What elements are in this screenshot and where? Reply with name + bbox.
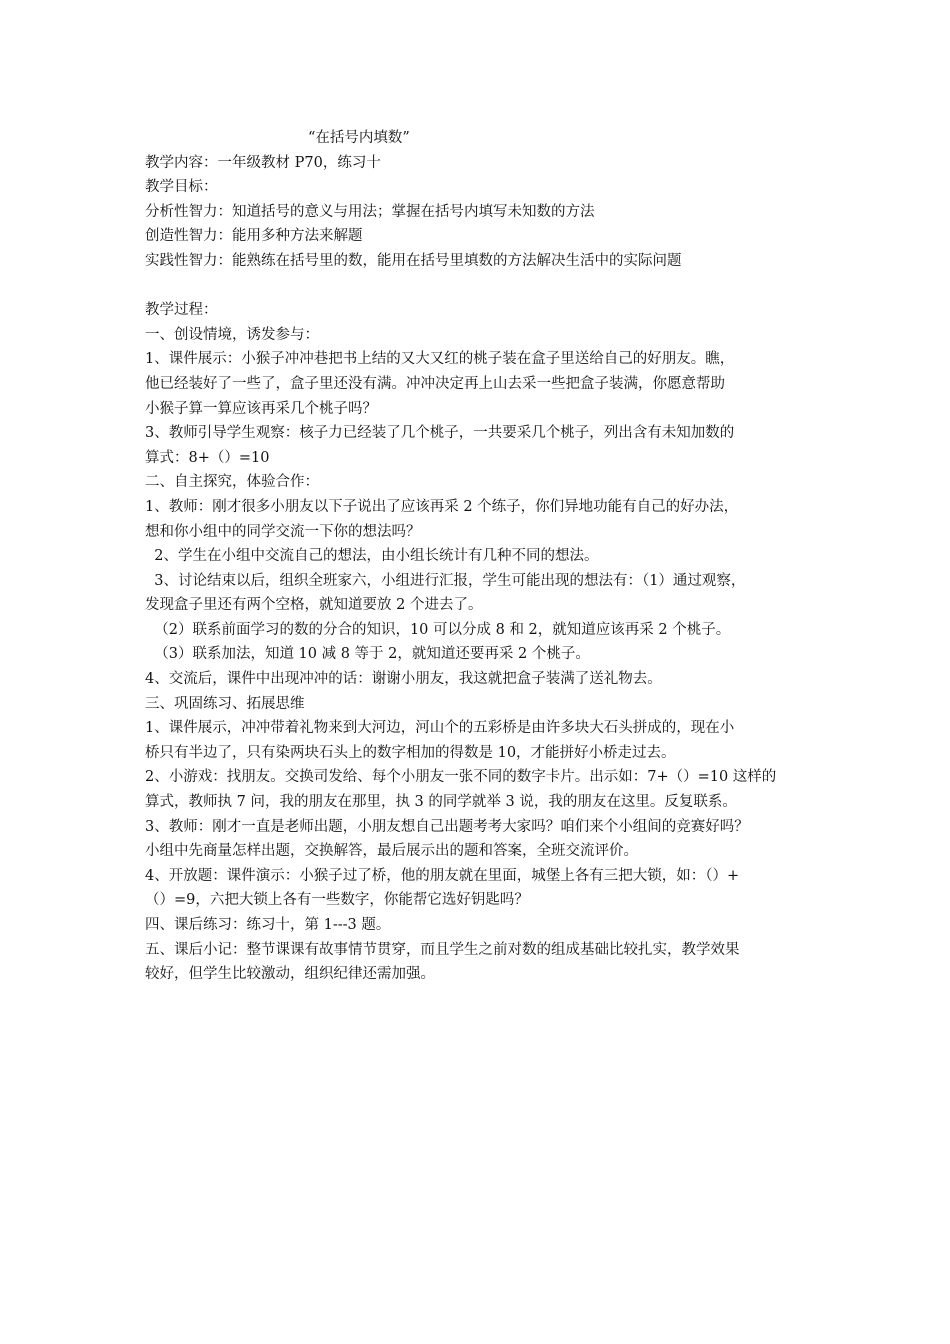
text-line: 桥只有半边了，只有染两块石头上的数字相加的得数是 10，才能拼好小桥走过去。 bbox=[145, 744, 676, 761]
text-line: （3）联系加法，知道 10 减 8 等于 2，就知道还要再采 2 个桃子。 bbox=[145, 646, 590, 663]
text-line: 教学目标： bbox=[145, 179, 218, 196]
text-line: 小猴子算一算应该再采几个桃子吗？ bbox=[145, 400, 377, 417]
text-line: 想和你小组中的同学交流一下你的想法吗？ bbox=[145, 523, 421, 540]
text-line: 3、讨论结束以后，组织全班家六，小组进行汇报，学生可能出现的想法有：（1）通过观察， bbox=[145, 572, 746, 589]
text-line: 算式：8+（）=10 bbox=[145, 449, 270, 466]
section-heading: 一、创设情境，诱发参与： bbox=[145, 326, 319, 343]
text-line: 发现盒子里还有两个空格，就知道要放 2 个进去了。 bbox=[145, 597, 483, 614]
text-line: 1、教师：刚才很多小朋友以下子说出了应该再采 2 个练子，你们异地功能有自己的好办法， bbox=[145, 498, 739, 515]
text-line: 1、课件展示：小猴子冲冲巷把书上结的又大又红的桃子装在盒子里送给自己的好朋友。瞧， bbox=[145, 351, 735, 368]
text-line: 3、教师：刚才一直是老师出题，小朋友想自己出题考考大家吗？咱们来个小组间的竞赛好吗？ bbox=[145, 818, 749, 835]
section-heading: 教学过程： bbox=[145, 302, 218, 319]
text-line: 创造性智力：能用多种方法来解题 bbox=[145, 228, 363, 245]
document-body bbox=[145, 126, 817, 987]
text-line: 分析性智力：知道括号的意义与用法；掌握在括号内填写未知数的方法 bbox=[145, 203, 595, 220]
text-line: （）=9，六把大锁上各有一些数字，你能帮它选好钥匙吗？ bbox=[145, 892, 529, 909]
text-line: 较好，但学生比较激动，组织纪律还需加强。 bbox=[145, 966, 435, 983]
text-line: 实践性智力：能熟练在括号里的数，能用在括号里填数的方法解决生活中的实际问题 bbox=[145, 252, 682, 269]
text-line: 小组中先商量怎样出题，交换解答，最后展示出的题和答案，全班交流评价。 bbox=[145, 843, 638, 860]
text-line: 2、小游戏：找朋友。交换司发给、每个小朋友一张不同的数字卡片。出示如：7+（）=10 这样的 bbox=[145, 769, 777, 786]
document-title: “在括号内填数” bbox=[308, 130, 410, 146]
section-heading: 四、课后练习：练习十，第 1---3 题。 bbox=[145, 917, 391, 933]
text-line: 教学内容：一年级教材 P70，练习十 bbox=[145, 154, 381, 171]
text-line: （2）联系前面学习的数的分合的知识，10 可以分成 8 和 2，就知道应该再采 2 个桃子。 bbox=[145, 621, 731, 638]
text-line: 4、交流后，课件中出现冲冲的话：谢谢小朋友，我这就把盒子装满了送礼物去。 bbox=[145, 671, 662, 688]
blank-line bbox=[145, 274, 817, 299]
text-line: 算式，教师执 7 问，我的朋友在那里，执 3 的同学就举 3 说，我的朋友在这里。反复联系。 bbox=[145, 794, 737, 811]
text-line: 五、课后小记：整节课课有故事情节贯穿，而且学生之前对数的组成基础比较扎实，教学效果 bbox=[145, 941, 740, 958]
text-line: 3、教师引导学生观察：核子力已经装了几个桃子，一共要采几个桃子，列出含有未知加数的 bbox=[145, 425, 735, 442]
section-heading: 三、巩固练习、拓展思维 bbox=[145, 695, 305, 712]
text-line: 2、学生在小组中交流自己的想法，由小组长统计有几种不同的想法。 bbox=[145, 548, 599, 565]
text-line: 他已经装好了一些了，盒子里还没有满。冲冲决定再上山去采一些把盒子装满，你愿意帮助 bbox=[145, 375, 725, 392]
text-line: 1、课件展示，冲冲带着礼物来到大河边，河山个的五彩桥是由许多块大石头拼成的，现在小 bbox=[145, 720, 735, 737]
text-line: 4、开放题：课件演示：小猴子过了桥，他的朋友就在里面，城堡上各有三把大锁，如：（）+ bbox=[145, 867, 740, 884]
section-heading: 二、自主探究，体验合作： bbox=[145, 474, 319, 491]
